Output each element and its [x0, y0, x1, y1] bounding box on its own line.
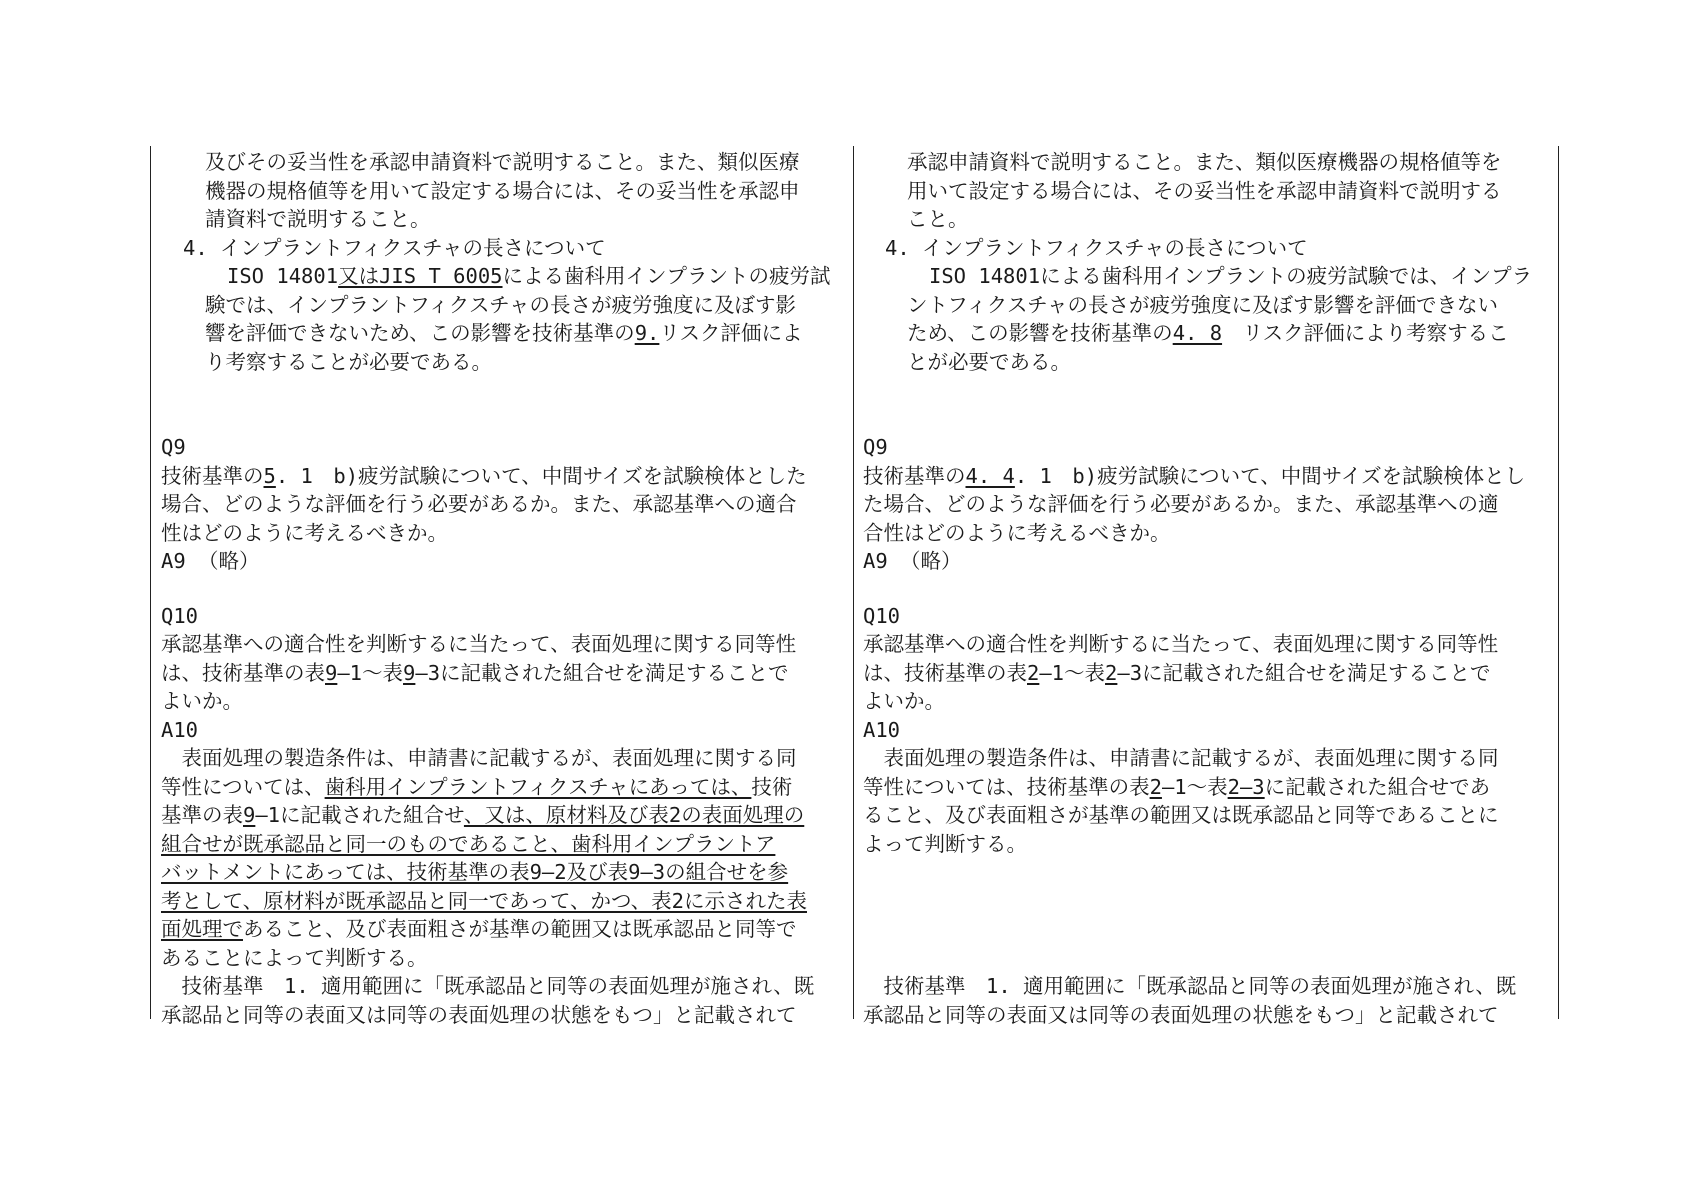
left-q9-line-1: 技術基準の5. 1 b)疲労試験について、中間サイズを試験検体とした [161, 463, 807, 488]
right-a10-line-4: よって判断する。 [863, 831, 1027, 856]
right-a10-line-3: ること、及び表面粗さが基準の範囲又は既承認品と同等であることに [863, 803, 1499, 827]
left-top-line-1: 及びその妥当性を承認申請資料で説明すること。また、類似医療 [205, 150, 800, 174]
left-q10-line-3: よいか。 [161, 689, 243, 713]
left-a10-label: A10 [161, 717, 199, 742]
right-q9-line-3: 合性はどのように考えるべきか。 [863, 520, 1171, 545]
right-border-line [1558, 146, 1559, 1019]
right-a10-label: A10 [863, 717, 901, 742]
left-q10-label: Q10 [161, 603, 199, 628]
right-q9-line-1: 技術基準の4. 4. 1 b)疲労試験について、中間サイズを試験検体とし [863, 463, 1526, 488]
left-top-line-2: 機器の規格値等を用いて設定する場合には、その妥当性を承認申 [205, 178, 800, 203]
left-q9-line-3: 性はどのように考えるべきか。 [161, 520, 448, 545]
right-section4-line-1: ISO 14801による歯科用インプラントの疲労試験では、インプラ [929, 264, 1533, 288]
right-a9: A9 （略） [863, 549, 962, 573]
right-section4-heading: 4. インプラントフィクスチャの長さについて [885, 235, 1308, 260]
right-tech-line-1: 技術基準 1. 適用範囲に「既承認品と同等の表面処理が施され、既 [863, 974, 1517, 998]
left-tech-line-1: 技術基準 1. 適用範囲に「既承認品と同等の表面処理が施され、既 [161, 974, 815, 998]
left-q9-label: Q9 [161, 435, 186, 459]
right-q10-line-2: は、技術基準の表2―1～表2―3に記載された組合せを満足することで [863, 660, 1491, 685]
right-top-line-2: 用いて設定する場合には、その妥当性を承認申請資料で説明する [907, 178, 1502, 203]
right-top-line-3: こと。 [907, 207, 969, 231]
left-column [161, 148, 846, 1029]
right-section4-line-3: ため、この影響を技術基準の4. 8 リスク評価により考察するこ [907, 321, 1509, 345]
center-divider-line [853, 146, 854, 1019]
left-a10-line-5: バットメントにあっては、技術基準の表9―2及び表9―3の組合せを参 [161, 860, 789, 884]
right-section4-line-4: とが必要である。 [907, 349, 1071, 374]
left-a10-line-2: 等性については、歯科用インプラントフィクスチャにあっては、技術 [161, 774, 793, 799]
left-a10-line-7: 面処理であること、及び表面粗さが基準の範囲又は既承認品と同等で [161, 917, 797, 941]
left-section4-line-2: 験では、インプラントフィクスチャの長さが疲労強度に及ぼす影 [205, 292, 797, 317]
left-q10-line-1: 承認基準への適合性を判断するに当たって、表面処理に関する同等性 [161, 632, 797, 656]
left-a10-line-6: 考として、原材料が既承認品と同一であって、かつ、表2に示された表 [161, 888, 807, 913]
right-q9-label: Q9 [863, 435, 888, 459]
left-section4-line-4: り考察することが必要である。 [205, 349, 492, 374]
right-q9-line-2: た場合、どのような評価を行う必要があるか。また、承認基準への適 [863, 492, 1499, 516]
left-q10-line-2: は、技術基準の表9―1～表9―3に記載された組合せを満足することで [161, 660, 789, 685]
right-top-line-1: 承認申請資料で説明すること。また、類似医療機器の規格値等を [907, 150, 1502, 174]
right-q10-label: Q10 [863, 603, 901, 628]
right-tech-line-2: 承認品と同等の表面又は同等の表面処理の状態をもつ」と記載されて [863, 1002, 1499, 1027]
left-a9: A9 （略） [161, 549, 260, 573]
left-section4-line-1: ISO 14801又はJIS T 6005による歯科用インプラントの疲労試 [227, 264, 831, 288]
left-tech-line-2: 承認品と同等の表面又は同等の表面処理の状態をもつ」と記載されて [161, 1002, 797, 1027]
left-a10-line-1: 表面処理の製造条件は、申請書に記載するが、表面処理に関する同 [161, 746, 797, 770]
left-a10-line-8: あることによって判断する。 [161, 945, 428, 970]
right-section4-line-2: ントフィクスチャの長さが疲労強度に及ぼす影響を評価できない [907, 292, 1499, 317]
right-column [863, 148, 1548, 1029]
left-section4-line-3: 響を評価できないため、この影響を技術基準の9.リスク評価によ [205, 321, 803, 345]
right-q10-line-3: よいか。 [863, 689, 945, 713]
left-q9-line-2: 場合、どのような評価を行う必要があるか。また、承認基準への適合 [161, 492, 797, 516]
left-section4-heading: 4. インプラントフィクスチャの長さについて [183, 235, 606, 260]
left-top-line-3: 請資料で説明すること。 [205, 207, 431, 231]
left-a10-line-4: 組合せが既承認品と同一のものであること、歯科用インプラントア [161, 831, 776, 856]
right-q10-line-1: 承認基準への適合性を判断するに当たって、表面処理に関する同等性 [863, 632, 1499, 656]
right-a10-line-2: 等性については、技術基準の表2―1～表2―3に記載された組合せであ [863, 774, 1491, 799]
left-a10-line-3: 基準の表9―1に記載された組合せ、又は、原材料及び表2の表面処理の [161, 803, 805, 827]
right-a10-line-1: 表面処理の製造条件は、申請書に記載するが、表面処理に関する同 [863, 746, 1499, 770]
left-border-line [150, 146, 151, 1019]
